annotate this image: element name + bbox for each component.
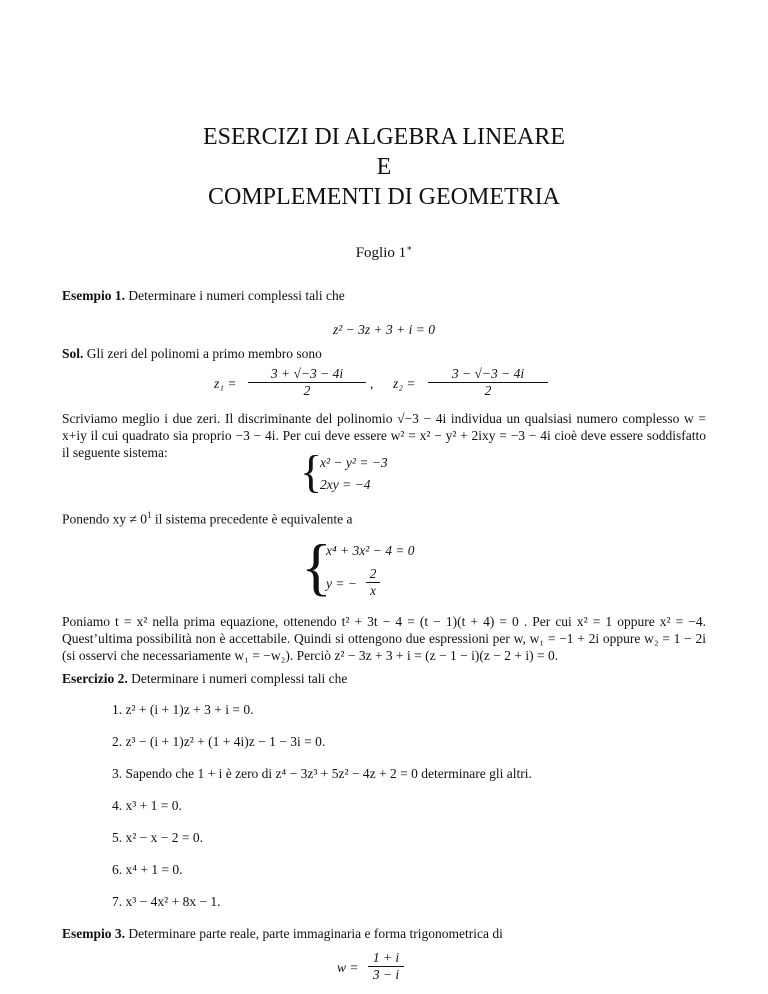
solution-paragraph-1: Scriviamo meglio i due zeri. Il discriminante del polinomio √−3 − 4i individua un qualsiasi numero complesso w = x+iy il cui quadrato sia proprio −3 − 4i. Per cui deve essere w² = x² − y² + 2ixy = −3 − 4i cioè deve essere soddisfatto il seguente sistema: <box>62 411 706 460</box>
solution-text: Gli zeri del polinomi a primo membro sono <box>86 346 322 361</box>
example-1-label: Esempio 1. <box>62 288 126 303</box>
exercise-2-label: Esercizio 2. <box>62 671 128 686</box>
exercise-item-2: 2. z³ − (i + 1)z² + (1 + 4i)z − 1 − 3i = 0. <box>112 734 326 749</box>
example-1-equation: z² − 3z + 3 + i = 0 <box>333 322 435 337</box>
paragraph-2-end: il sistema precedente è equivalente a <box>151 511 353 527</box>
example-3-label: Esempio 3. <box>62 926 126 941</box>
example-3-denominator: 3 − i <box>372 967 400 982</box>
example-1-text: Determinare i numeri complessi tali che <box>128 288 345 303</box>
solution-paragraph-3: Poniamo t = x² nella prima equazione, ottenendo t² + 3t − 4 = (t − 1)(t + 4) = 0 . Per cui x² = 1 oppure x² = −4. Quest’ultima possibilità non è accettabile. Quindi si ottengono due espressioni per w, w₁ = −1 + 2i oppure w₂ = 1 − 2i (si osservi che necessariamente w₁ = −w₂). Perciò z² − 3z + 3 + i = (z − 1 − i)(z − 2 + i) = 0. <box>62 614 706 663</box>
z2-fraction <box>428 366 548 399</box>
title-line-1: ESERCIZI DI ALGEBRA LINEARE <box>203 124 565 150</box>
system-1-brace: { <box>300 446 323 497</box>
z2-denominator: 2 <box>484 383 492 398</box>
system-1-line-1: x² − y² = −3 <box>320 455 388 470</box>
exercise-item-1: 1. z² + (i + 1)z + 3 + i = 0. <box>112 702 254 717</box>
exercise-item-4: 4. x³ + 1 = 0. <box>112 798 182 813</box>
title-line-2: E <box>376 154 392 180</box>
z1-lhs: z₁ = <box>214 376 237 391</box>
system-2-denominator: x <box>370 583 376 598</box>
system-2-lhs: y = − <box>326 576 357 591</box>
solution-paragraph-2 <box>62 507 352 528</box>
example-1 <box>62 287 345 304</box>
exercise-item-7: 7. x³ − 4x² + 8x − 1. <box>112 894 221 909</box>
z1-denominator: 2 <box>303 383 311 398</box>
exercise-item-3: 3. Sapendo che 1 + i è zero di z⁴ − 3z³ + 5z² − 4z + 2 = 0 determinare gli altri. <box>112 766 532 781</box>
exercise-2 <box>62 670 347 687</box>
example-3-numerator: 1 + i <box>368 950 404 967</box>
example-3 <box>62 925 503 942</box>
system-2-line-1: x⁴ + 3x² − 4 = 0 <box>326 543 415 558</box>
paragraph-2-start: Ponendo xy ≠ 0 <box>62 511 148 527</box>
title-line-3: COMPLEMENTI DI GEOMETRIA <box>208 184 560 210</box>
z2-lhs: z₂ = <box>393 376 416 391</box>
z1-comma: , <box>370 376 374 391</box>
z1-numerator: 3 + √−3 − 4i <box>248 366 366 383</box>
z1-fraction <box>248 366 366 399</box>
exercise-item-6: 6. x⁴ + 1 = 0. <box>112 862 183 877</box>
solution-label: Sol. <box>62 346 84 361</box>
subtitle-text: Foglio 1 <box>355 245 407 261</box>
example-3-text: Determinare parte reale, parte immaginaria e forma trigonometrica di <box>128 926 503 941</box>
system-2-brace: { <box>301 531 332 602</box>
subtitle-footnote-mark: ∗ <box>406 243 413 253</box>
system-2-numerator: 2 <box>366 566 380 583</box>
system-1-line-2: 2xy = −4 <box>320 477 371 492</box>
example-3-fraction <box>368 950 404 983</box>
exercise-2-text: Determinare i numeri complessi tali che <box>131 671 348 686</box>
solution-intro <box>62 345 322 362</box>
system-2-fraction <box>366 566 380 599</box>
footnote-ref-1: 1 <box>147 510 152 520</box>
subtitle <box>0 243 768 262</box>
z2-numerator: 3 − √−3 − 4i <box>428 366 548 383</box>
exercise-item-5: 5. x² − x − 2 = 0. <box>112 830 204 845</box>
example-3-lhs: w = <box>337 960 359 975</box>
